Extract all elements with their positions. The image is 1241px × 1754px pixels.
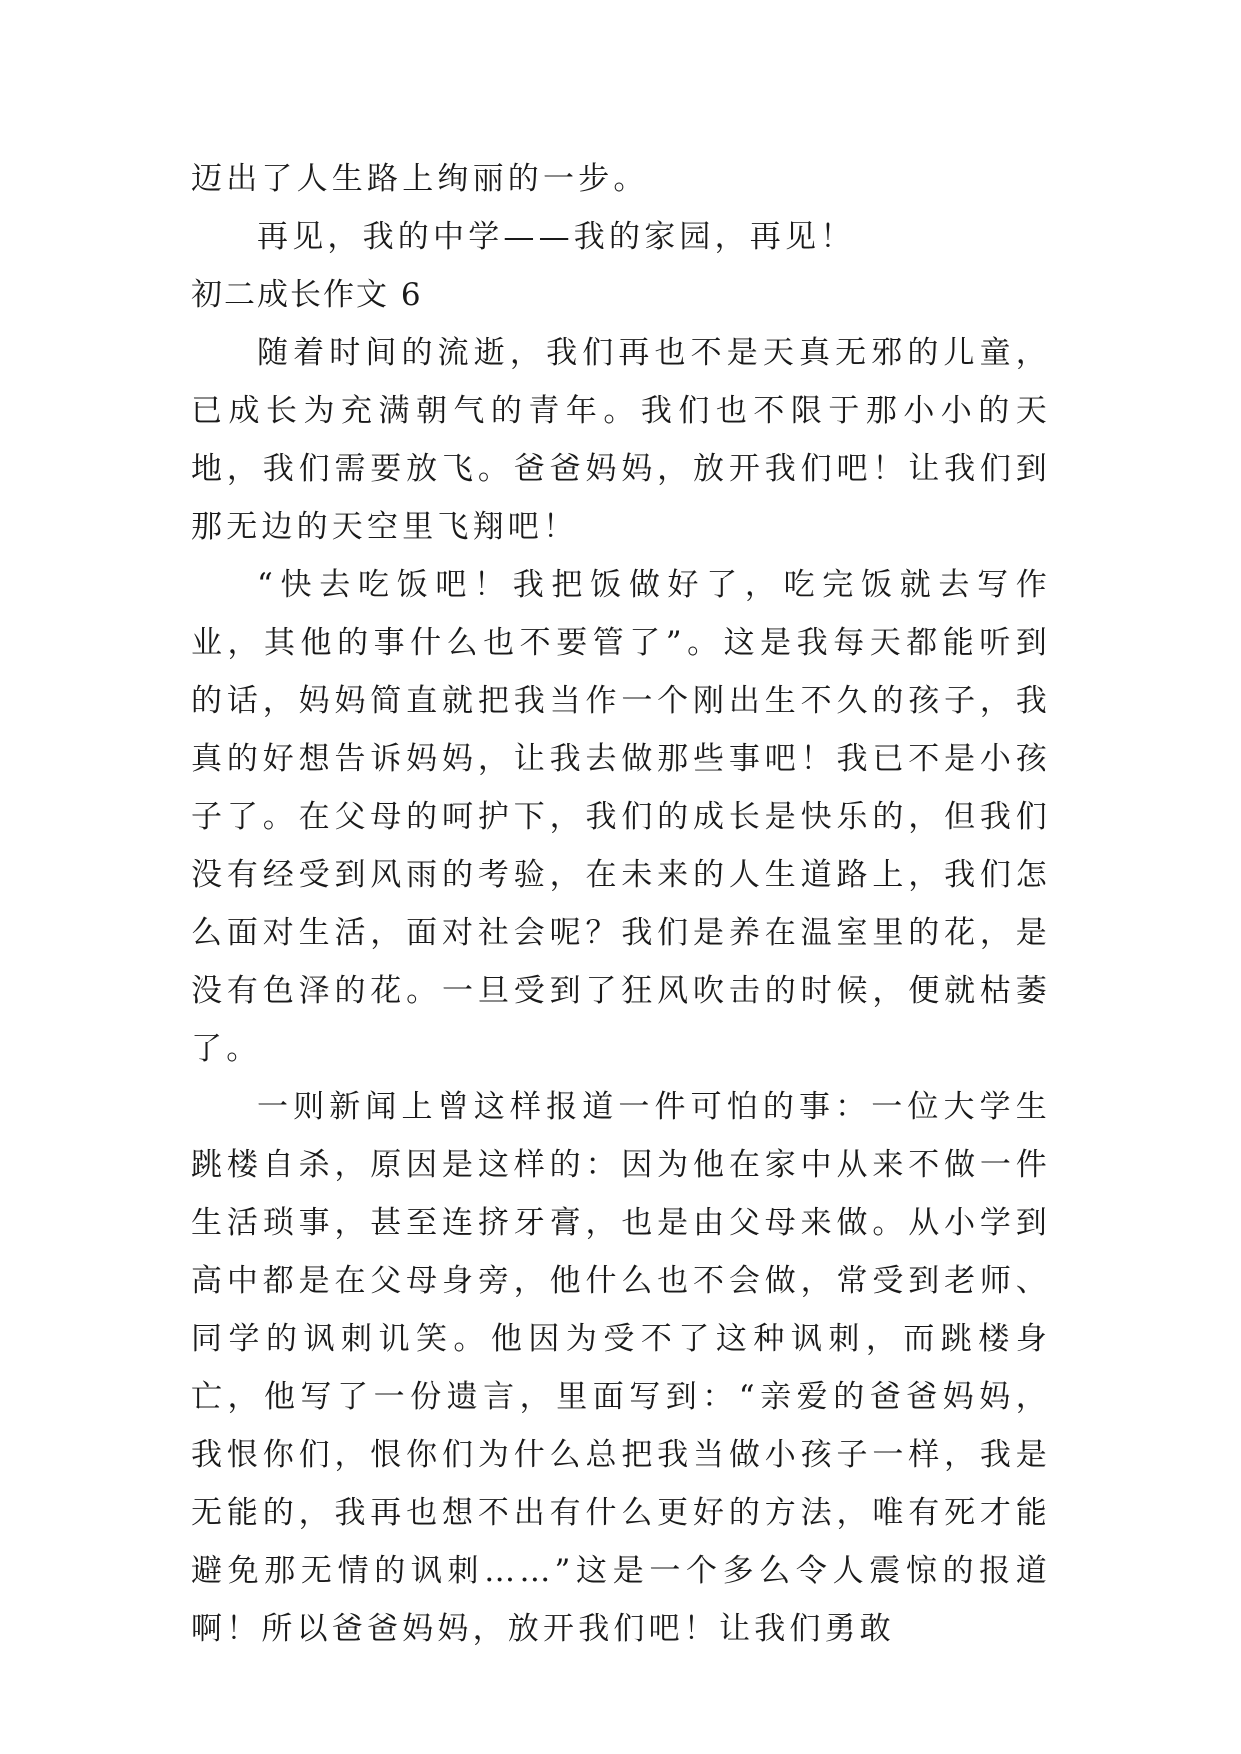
paragraph-growth-intro: 随着时间的流逝，我们再也不是天真无邪的儿童，已成长为充满朝气的青年。我们也不限于那小小的天地，我们需要放飞。爸爸妈妈，放开我们吧！让我们到那无边的天空里飞翔吧！ <box>191 335 1051 545</box>
paragraph-closing-line: 迈出了人生路上绚丽的一步。 <box>191 161 649 197</box>
paragraph-news-report: 一则新闻上曾这样报道一件可怕的事：一位大学生跳楼自杀，原因是这样的：因为他在家中从来不做一件生活琐事，甚至连挤牙膏，也是由父母来做。从小学到高中都是在父母身旁，他什么也不会做，常受到老师、同学的讽刺讥笑。他因为受不了这种讽刺，而跳楼身亡，他写了一份遗言，里面写到：“亲爱的爸爸妈妈，我恨你们，恨你们为什么总把我当做小孩子一样，我是无能的，我再也想不出有什么更好的方法，唯有死才能避免那无情的讽刺……”这是一个多么令人震惊的报道啊！所以爸爸妈妈，放开我们吧！让我们勇敢 <box>191 1089 1051 1647</box>
document-body <box>191 150 1051 1658</box>
paragraph-mother-quote: “快去吃饭吧！我把饭做好了，吃完饭就去写作业，其他的事什么也不要管了”。这是我每天都能听到的话，妈妈简直就把我当作一个刚出生不久的孩子，我真的好想告诉妈妈，让我去做那些事吧！我已不是小孩子了。在父母的呵护下，我们的成长是快乐的，但我们没有经受到风雨的考验，在未来的人生道路上，我们怎么面对生活，面对社会呢？我们是养在温室里的花，是没有色泽的花。一旦受到了狂风吹击的时候，便就枯萎了。 <box>191 567 1051 1067</box>
paragraph-farewell: 再见，我的中学——我的家园，再见！ <box>257 219 856 255</box>
essay-title: 初二成长作文 6 <box>191 277 423 313</box>
